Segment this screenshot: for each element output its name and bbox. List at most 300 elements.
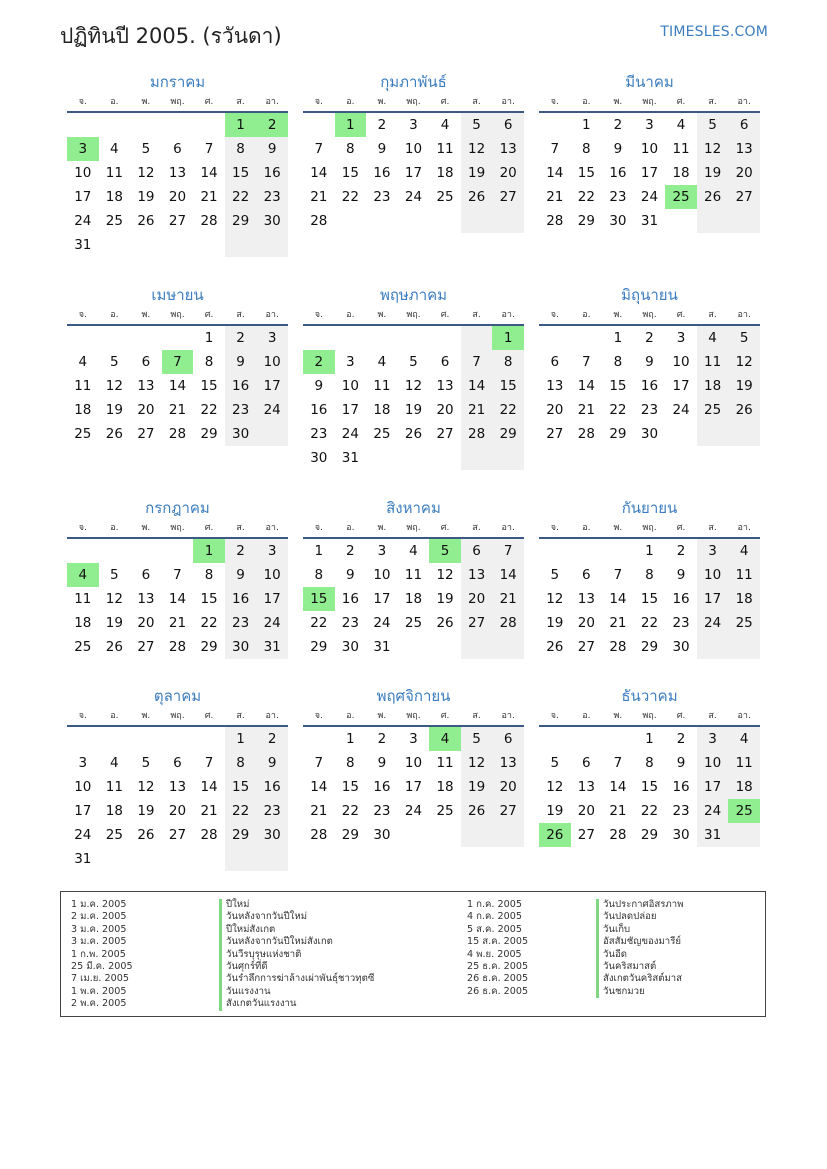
day-cell: 11 bbox=[74, 591, 92, 607]
day-cell: 12 bbox=[404, 378, 423, 394]
legend-holiday-name: สังเกตวันแรงงาน bbox=[219, 998, 374, 1010]
day-cell: 19 bbox=[137, 189, 155, 205]
day-cell: 21 bbox=[546, 189, 564, 205]
day-cell: 18 bbox=[373, 402, 391, 418]
day-cell: 2 bbox=[225, 326, 257, 350]
day-cell: 14 bbox=[168, 378, 187, 394]
weekday-label: พฤ. bbox=[406, 523, 421, 533]
day-cell: 1 bbox=[613, 330, 623, 346]
legend-holiday-name: วันอีด bbox=[596, 949, 683, 961]
day-cell: 6 bbox=[141, 354, 151, 370]
month-block bbox=[539, 498, 760, 659]
holiday-day-cell: 2 bbox=[303, 350, 335, 374]
legend-holiday-name: วันคริสมาสต์ bbox=[596, 961, 683, 973]
day-cell: 4 bbox=[78, 354, 88, 370]
day-cell: 29 bbox=[341, 827, 359, 843]
day-cell: 7 bbox=[492, 539, 524, 563]
day-cell: 17 bbox=[672, 378, 690, 394]
day-cell: 14 bbox=[492, 563, 524, 587]
day-cell: 29 bbox=[200, 426, 218, 442]
legend-names-left bbox=[219, 899, 374, 1011]
day-cell: 7 bbox=[314, 755, 324, 771]
weekday-label: จ. bbox=[550, 523, 559, 533]
empty-cell bbox=[492, 209, 524, 233]
month-name: เมษายน bbox=[151, 286, 204, 304]
day-cell: 8 bbox=[582, 141, 591, 157]
holiday-day-cell: 7 bbox=[162, 350, 194, 374]
empty-cell bbox=[225, 233, 257, 257]
day-cell: 15 bbox=[492, 374, 524, 398]
day-cell: 13 bbox=[577, 591, 595, 607]
day-cell: 12 bbox=[461, 137, 493, 161]
holiday-day-cell: 1 bbox=[492, 326, 524, 350]
month-block bbox=[303, 498, 524, 659]
day-cell: 18 bbox=[728, 775, 760, 799]
day-cell: 14 bbox=[461, 374, 493, 398]
weekday-label: อ. bbox=[582, 97, 591, 107]
weekday-label: ศ. bbox=[676, 310, 686, 320]
day-cell: 18 bbox=[105, 189, 123, 205]
month-name: มกราคม bbox=[149, 73, 206, 91]
day-cell: 7 bbox=[204, 141, 214, 157]
day-cell: 19 bbox=[105, 402, 123, 418]
weekday-label: ส. bbox=[236, 97, 245, 107]
day-cell: 9 bbox=[346, 567, 355, 583]
day-cell: 13 bbox=[577, 779, 595, 795]
day-cell: 21 bbox=[609, 615, 627, 631]
day-cell: 24 bbox=[640, 189, 659, 205]
weekday-label: พฤ. bbox=[406, 711, 421, 721]
month-block bbox=[303, 686, 524, 847]
day-cell: 5 bbox=[141, 755, 151, 771]
weekday-label: อา. bbox=[737, 711, 751, 721]
day-cell: 4 bbox=[697, 326, 729, 350]
day-cell: 2 bbox=[613, 117, 623, 133]
weekday-label: พฤ. bbox=[642, 310, 657, 320]
weekday-label: อา. bbox=[737, 523, 751, 533]
legend-date: 7 เม.ย. 2005 bbox=[71, 973, 129, 985]
day-cell: 17 bbox=[373, 591, 391, 607]
weekday-label: อา. bbox=[265, 97, 279, 107]
weekday-label: ศ. bbox=[440, 523, 450, 533]
day-cell: 13 bbox=[546, 378, 564, 394]
empty-cell bbox=[99, 847, 131, 871]
empty-cell bbox=[130, 233, 162, 257]
month-block bbox=[539, 72, 760, 233]
day-cell: 5 bbox=[110, 567, 119, 583]
day-cell: 5 bbox=[461, 113, 493, 137]
day-cell: 27 bbox=[436, 426, 454, 442]
weekday-header bbox=[67, 308, 288, 326]
day-cell: 3 bbox=[409, 731, 418, 747]
day-cell: 11 bbox=[697, 350, 729, 374]
day-cell: 11 bbox=[672, 141, 690, 157]
empty-cell bbox=[193, 233, 225, 257]
weekday-label: ส. bbox=[236, 711, 245, 721]
day-cell: 7 bbox=[550, 141, 560, 157]
legend-date: 1 ก.พ. 2005 bbox=[71, 948, 126, 960]
day-cell: 7 bbox=[173, 567, 182, 583]
empty-cell bbox=[571, 727, 603, 751]
weekday-header bbox=[67, 95, 288, 113]
empty-cell bbox=[602, 539, 634, 563]
day-cell: 29 bbox=[310, 639, 328, 655]
month-name: พฤษภาคม bbox=[379, 286, 448, 304]
empty-cell bbox=[366, 209, 398, 233]
day-cell: 30 bbox=[256, 209, 288, 233]
day-cell: 23 bbox=[373, 189, 391, 205]
day-cell: 21 bbox=[577, 402, 595, 418]
day-cell: 12 bbox=[546, 779, 564, 795]
weekday-label: ส. bbox=[236, 310, 245, 320]
day-cell: 9 bbox=[256, 751, 288, 775]
day-cell: 15 bbox=[341, 779, 359, 795]
legend-date: 3 ม.ค. 2005 bbox=[71, 936, 127, 948]
holiday-day-cell: 1 bbox=[225, 113, 257, 137]
empty-cell bbox=[461, 635, 493, 659]
day-cell: 15 bbox=[200, 591, 218, 607]
day-cell: 28 bbox=[461, 422, 493, 446]
empty-cell bbox=[602, 727, 634, 751]
day-cell: 26 bbox=[546, 639, 564, 655]
day-cell: 27 bbox=[168, 827, 187, 843]
weekday-label: ส. bbox=[472, 523, 481, 533]
day-cell: 18 bbox=[728, 587, 760, 611]
weekday-header bbox=[539, 95, 760, 113]
day-cell: 22 bbox=[310, 615, 328, 631]
day-cell: 28 bbox=[168, 426, 187, 442]
legend-holiday-name: วันศุกร์ที่ดี bbox=[219, 961, 374, 973]
day-cell: 25 bbox=[436, 803, 454, 819]
day-cell: 23 bbox=[256, 799, 288, 823]
day-cell: 8 bbox=[346, 141, 355, 157]
holiday-day-cell: 25 bbox=[728, 799, 760, 823]
day-cell: 22 bbox=[341, 189, 359, 205]
day-cell: 8 bbox=[613, 354, 623, 370]
day-cell: 6 bbox=[173, 755, 182, 771]
month-name: กันยายน bbox=[621, 499, 678, 517]
empty-cell bbox=[461, 326, 493, 350]
weekday-header bbox=[539, 709, 760, 727]
day-cell: 10 bbox=[672, 354, 690, 370]
weekday-label: พฤ. bbox=[170, 97, 185, 107]
day-cell: 6 bbox=[141, 567, 151, 583]
empty-cell bbox=[256, 233, 288, 257]
legend-holiday-name: วันประกาศอิสรภาพ bbox=[596, 899, 683, 911]
day-cell: 12 bbox=[105, 378, 123, 394]
day-cell: 13 bbox=[728, 137, 760, 161]
day-cell: 25 bbox=[697, 398, 729, 422]
weekday-label: พ. bbox=[377, 711, 387, 721]
day-cell: 6 bbox=[728, 113, 760, 137]
weekday-label: พ. bbox=[141, 711, 151, 721]
day-cell: 17 bbox=[404, 165, 423, 181]
day-grid bbox=[67, 727, 288, 871]
day-cell: 2 bbox=[377, 117, 387, 133]
day-cell: 6 bbox=[550, 354, 560, 370]
empty-cell bbox=[539, 727, 571, 751]
empty-cell bbox=[99, 727, 131, 751]
empty-cell bbox=[697, 209, 729, 233]
month-block bbox=[539, 285, 760, 446]
day-cell: 22 bbox=[609, 402, 627, 418]
day-cell: 9 bbox=[613, 141, 623, 157]
day-cell: 30 bbox=[672, 639, 690, 655]
weekday-label: ศ. bbox=[676, 711, 686, 721]
weekday-label: ศ. bbox=[204, 310, 214, 320]
legend-holiday-name: อัสสัมชัญของมารีย์ bbox=[596, 936, 683, 948]
day-cell: 16 bbox=[672, 779, 690, 795]
day-cell: 10 bbox=[341, 378, 359, 394]
day-cell: 5 bbox=[550, 755, 560, 771]
day-cell: 26 bbox=[728, 398, 760, 422]
day-grid bbox=[303, 326, 524, 470]
day-cell: 21 bbox=[461, 398, 493, 422]
day-cell: 26 bbox=[697, 185, 729, 209]
weekday-label: อ. bbox=[110, 310, 119, 320]
day-cell: 25 bbox=[436, 189, 454, 205]
empty-cell bbox=[728, 635, 760, 659]
day-cell: 24 bbox=[672, 402, 690, 418]
holiday-day-cell: 3 bbox=[67, 137, 99, 161]
day-cell: 11 bbox=[373, 378, 391, 394]
day-cell: 14 bbox=[310, 165, 328, 181]
legend-dates-right bbox=[467, 899, 528, 998]
day-cell: 31 bbox=[640, 213, 659, 229]
weekday-label: ศ. bbox=[440, 310, 450, 320]
day-cell: 23 bbox=[225, 611, 257, 635]
month-block bbox=[303, 285, 524, 470]
weekday-label: ศ. bbox=[204, 711, 214, 721]
legend-date: 2 ม.ค. 2005 bbox=[71, 911, 127, 923]
day-cell: 9 bbox=[225, 563, 257, 587]
day-cell: 9 bbox=[256, 137, 288, 161]
weekday-label: พฤ. bbox=[170, 711, 185, 721]
month-name: สิงหาคม bbox=[386, 499, 441, 517]
day-cell: 7 bbox=[582, 354, 591, 370]
day-cell: 20 bbox=[546, 402, 564, 418]
day-cell: 10 bbox=[404, 141, 423, 157]
day-cell: 28 bbox=[609, 639, 627, 655]
day-cell: 28 bbox=[577, 426, 595, 442]
day-cell: 16 bbox=[310, 402, 328, 418]
day-cell: 20 bbox=[168, 803, 187, 819]
empty-cell bbox=[335, 209, 367, 233]
empty-cell bbox=[162, 113, 194, 137]
day-cell: 4 bbox=[377, 354, 387, 370]
empty-cell bbox=[728, 422, 760, 446]
day-cell: 23 bbox=[373, 803, 391, 819]
weekday-label: จ. bbox=[78, 97, 87, 107]
holiday-day-cell: 25 bbox=[665, 185, 697, 209]
empty-cell bbox=[162, 326, 194, 350]
day-cell: 17 bbox=[341, 402, 359, 418]
legend-date: 1 พ.ค. 2005 bbox=[71, 985, 127, 997]
weekday-header bbox=[303, 709, 524, 727]
day-cell: 23 bbox=[225, 398, 257, 422]
empty-cell bbox=[193, 847, 225, 871]
day-cell: 23 bbox=[640, 402, 659, 418]
weekday-label: พ. bbox=[377, 310, 387, 320]
day-cell: 22 bbox=[640, 615, 659, 631]
holiday-day-cell: 1 bbox=[335, 113, 367, 137]
day-cell: 29 bbox=[492, 422, 524, 446]
day-cell: 4 bbox=[110, 755, 119, 771]
day-cell: 26 bbox=[105, 426, 123, 442]
day-cell: 13 bbox=[168, 165, 187, 181]
day-cell: 9 bbox=[377, 141, 387, 157]
day-grid bbox=[539, 539, 760, 659]
day-cell: 28 bbox=[168, 639, 187, 655]
weekday-label: ศ. bbox=[676, 97, 686, 107]
weekday-label: อา. bbox=[501, 711, 515, 721]
day-cell: 10 bbox=[697, 751, 729, 775]
empty-cell bbox=[492, 635, 524, 659]
weekday-header bbox=[67, 521, 288, 539]
day-cell: 22 bbox=[640, 803, 659, 819]
day-cell: 6 bbox=[492, 727, 524, 751]
day-cell: 18 bbox=[74, 615, 92, 631]
empty-cell bbox=[67, 539, 99, 563]
legend-holiday-name: ปีใหม่ bbox=[219, 899, 374, 911]
day-cell: 22 bbox=[225, 185, 257, 209]
weekday-label: พ. bbox=[141, 97, 151, 107]
day-cell: 23 bbox=[256, 185, 288, 209]
legend-date: 4 พ.ย. 2005 bbox=[467, 948, 522, 960]
weekday-label: อ. bbox=[346, 523, 355, 533]
empty-cell bbox=[130, 113, 162, 137]
legend-date: 25 ธ.ค. 2005 bbox=[467, 961, 529, 973]
day-cell: 20 bbox=[436, 402, 454, 418]
legend-date: 2 พ.ค. 2005 bbox=[71, 998, 127, 1010]
day-cell: 11 bbox=[404, 567, 423, 583]
day-cell: 18 bbox=[404, 591, 423, 607]
day-cell: 14 bbox=[168, 591, 187, 607]
weekday-label: พฤ. bbox=[406, 97, 421, 107]
day-cell: 3 bbox=[409, 117, 418, 133]
day-cell: 8 bbox=[346, 755, 355, 771]
day-cell: 3 bbox=[645, 117, 654, 133]
empty-cell bbox=[429, 326, 461, 350]
day-cell: 25 bbox=[373, 426, 391, 442]
weekday-label: จ. bbox=[78, 310, 87, 320]
day-cell: 24 bbox=[74, 213, 92, 229]
day-cell: 16 bbox=[256, 161, 288, 185]
empty-cell bbox=[162, 727, 194, 751]
day-cell: 12 bbox=[728, 350, 760, 374]
empty-cell bbox=[193, 113, 225, 137]
day-cell: 9 bbox=[314, 378, 324, 394]
day-cell: 16 bbox=[640, 378, 659, 394]
empty-cell bbox=[461, 446, 493, 470]
weekday-label: อ. bbox=[110, 97, 119, 107]
day-cell: 12 bbox=[546, 591, 564, 607]
weekday-label: พ. bbox=[141, 310, 151, 320]
brand-link[interactable]: TIMESLES.COM bbox=[660, 24, 768, 40]
weekday-header bbox=[539, 308, 760, 326]
legend-holiday-name: สังเกตวันคริสต์มาส bbox=[596, 973, 683, 985]
weekday-label: อ. bbox=[346, 711, 355, 721]
legend-holiday-name: วันวีรบุรุษแห่งชาติ bbox=[219, 949, 374, 961]
day-cell: 23 bbox=[310, 426, 328, 442]
day-cell: 30 bbox=[609, 213, 627, 229]
day-cell: 25 bbox=[74, 426, 92, 442]
day-cell: 9 bbox=[676, 755, 686, 771]
month-name: ธันวาคม bbox=[621, 687, 678, 705]
day-cell: 23 bbox=[341, 615, 359, 631]
day-cell: 25 bbox=[105, 213, 123, 229]
weekday-label: พฤ. bbox=[170, 523, 185, 533]
day-cell: 20 bbox=[577, 615, 595, 631]
day-cell: 15 bbox=[341, 165, 359, 181]
day-cell: 13 bbox=[492, 137, 524, 161]
empty-cell bbox=[571, 326, 603, 350]
day-cell: 16 bbox=[341, 591, 359, 607]
day-cell: 5 bbox=[697, 113, 729, 137]
day-cell: 5 bbox=[550, 567, 560, 583]
day-cell: 6 bbox=[492, 113, 524, 137]
day-cell: 16 bbox=[373, 165, 391, 181]
month-block bbox=[67, 686, 288, 871]
day-cell: 22 bbox=[200, 402, 218, 418]
day-cell: 18 bbox=[105, 803, 123, 819]
day-cell: 16 bbox=[225, 587, 257, 611]
day-cell: 20 bbox=[728, 161, 760, 185]
legend-date: 15 ส.ค. 2005 bbox=[467, 936, 529, 948]
legend-holiday-name: วันแรงงาน bbox=[219, 986, 374, 998]
holiday-day-cell: 15 bbox=[303, 587, 335, 611]
day-cell: 4 bbox=[440, 117, 450, 133]
day-cell: 1 bbox=[346, 731, 355, 747]
day-cell: 21 bbox=[200, 803, 218, 819]
day-cell: 14 bbox=[546, 165, 564, 181]
day-cell: 30 bbox=[310, 450, 328, 466]
day-cell: 10 bbox=[373, 567, 391, 583]
empty-cell bbox=[67, 326, 99, 350]
legend-date: 26 ธ.ค. 2005 bbox=[467, 973, 529, 985]
empty-cell bbox=[461, 823, 493, 847]
empty-cell bbox=[398, 635, 430, 659]
day-grid bbox=[539, 113, 760, 233]
day-cell: 9 bbox=[225, 350, 257, 374]
day-cell: 17 bbox=[697, 775, 729, 799]
weekday-label: พ. bbox=[613, 310, 623, 320]
legend-date: 26 ธ.ค. 2005 bbox=[467, 985, 529, 997]
day-cell: 24 bbox=[404, 803, 423, 819]
empty-cell bbox=[162, 233, 194, 257]
empty-cell bbox=[303, 326, 335, 350]
day-cell: 3 bbox=[697, 727, 729, 751]
day-cell: 20 bbox=[137, 615, 155, 631]
holiday-day-cell: 5 bbox=[429, 539, 461, 563]
day-cell: 17 bbox=[74, 803, 92, 819]
day-cell: 28 bbox=[546, 213, 564, 229]
weekday-label: ศ. bbox=[204, 97, 214, 107]
day-cell: 18 bbox=[672, 165, 690, 181]
month-block bbox=[67, 72, 288, 257]
day-cell: 26 bbox=[461, 185, 493, 209]
empty-cell bbox=[398, 209, 430, 233]
day-cell: 28 bbox=[200, 827, 218, 843]
day-cell: 8 bbox=[204, 567, 214, 583]
empty-cell bbox=[728, 823, 760, 847]
day-cell: 16 bbox=[225, 374, 257, 398]
day-cell: 28 bbox=[310, 213, 328, 229]
day-cell: 23 bbox=[609, 189, 627, 205]
month-name: กุมภาพันธ์ bbox=[380, 73, 447, 91]
day-cell: 6 bbox=[440, 354, 450, 370]
legend-holiday-name: ปีใหม่สังเกต bbox=[219, 924, 374, 936]
